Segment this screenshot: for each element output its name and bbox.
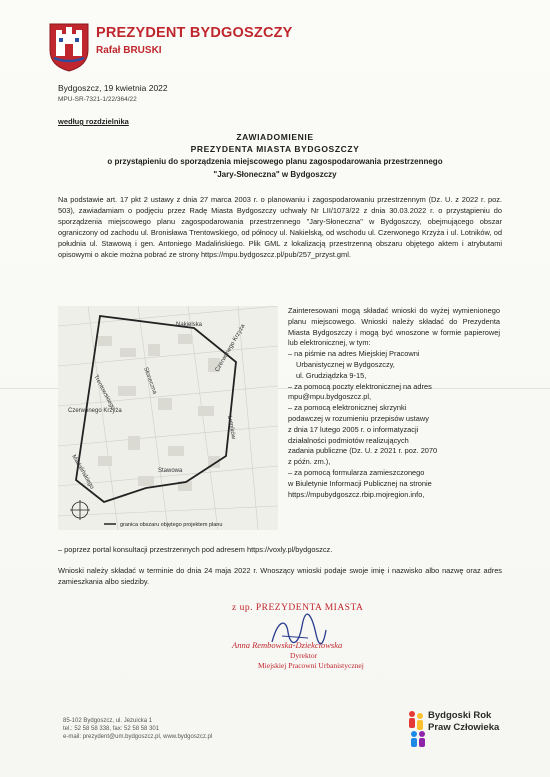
map-label-stawowa: Stawowa [158, 468, 183, 474]
map-legend-text: granica obszaru objętego projektem planu [120, 522, 223, 528]
signatory-name: Anna Rembowska-Dziekciowska [232, 640, 343, 650]
submission-item: z dnia 17 lutego 2005 r. o informatyzacji [288, 424, 419, 434]
footer-phone: tel.: 52 58 58 338, fax: 52 58 58 301 [63, 726, 160, 732]
badge-line-1: Bydgoski Rok [428, 710, 492, 721]
closing-paragraph: Wnioski należy składać w terminie do dnia 24 maja 2022 r. Wnoszący wnioski podaje swoje imię i nazwisko albo nazwę oraz adres zamieszkania albo siedziby. [58, 566, 502, 586]
portal-line: – poprzez portal konsultacji przestrzennych pod adresem https://voxly.pl/bydgoszcz. [58, 545, 333, 554]
notice-issuer: PREZYDENTA MIASTA BYDGOSZCZY [190, 144, 360, 154]
submission-item: ul. Grudziądzka 9-15, [296, 370, 367, 380]
distribution-note: według rozdzielnika [58, 117, 129, 126]
plan-area-map [58, 306, 278, 530]
submission-item: Urbanistycznej w Bydgoszczy, [296, 359, 395, 369]
submission-item: działalności podmiotów realizujących [288, 435, 409, 445]
signatory-department: Miejskiej Pracowni Urbanistycznej [258, 661, 364, 670]
notice-plan-name: "Jary-Słoneczna" w Bydgoszczy [213, 170, 337, 179]
submission-item: – na piśmie na adres Miejskiej Pracowni [288, 349, 420, 359]
map-label-nakielska: Nakielska [176, 322, 203, 328]
footer-contact [63, 717, 212, 741]
city-crest-icon [48, 20, 90, 72]
submission-item: mpu@mpu.bydgoszcz.pl, [288, 392, 372, 402]
submission-item: – za pomocą poczty elektronicznej na adres [288, 381, 432, 391]
submission-item: w Biuletynie Informacji Publicznej na stronie [288, 478, 432, 488]
footer-address: 85-102 Bydgoszcz, ul. Jezuicka 1 [63, 718, 153, 724]
submission-item: podawczej w rozumieniu przepisów ustawy [288, 413, 429, 423]
submission-intro: Zainteresowani mogą składać wnioski do wyżej wymienionego planu miejscowego. Wnioski należy składać do Prezydenta Miasta Bydgoszczy i mogą być wnoszone w formie papierowej lub elektronicznej, w tym: [288, 306, 500, 348]
map-label-czerwonego-krzyza-east: Czerwonego Krzyża [214, 323, 247, 373]
submission-info [288, 306, 500, 500]
footer-email: e-mail: prezydent@um.bydgoszcz.pl, www.bydgoszcz.pl [63, 734, 213, 740]
map-label-sloneczna: Słoneczna [142, 366, 158, 396]
map-label-trentowskiego: Trentowskiego [92, 374, 116, 412]
submission-item: https://mpubydgoszcz.rbip.mojregion.info, [288, 489, 425, 499]
body-paragraph: Na podstawie art. 17 pkt 2 ustawy z dnia 27 marca 2003 r. o planowaniu i zagospodarowaniu przestrzennym (Dz. U. z 2022 r. poz. 503), zawiadamiam o podjęciu przez Radę Miasta Bydgoszczy uchwały Nr LII/1073/22 z dnia 30.03.2022 r. o przystąpieniu do sporządzenia miejscowego planu zagospodarowania przestrzennego "Jary-Słoneczna" w Bydgoszczy, obejmującego obszar ograniczony od zachodu ul. Bronisława Trentowskiego, od północy ul. Nakielską, od wschodu ul. Czerwonego Krzyża i ul. Lotników, od południa ul. Stawową i gen. Antoniego Madalińskiego. Plik GML z lokalizacją przestrzenną obszaru objętego aktem i atrybutami opisowymi o akcie można pobrać ze strony https://mpu.bydgoszcz.pl/pub/257_przyst.gml. [58, 195, 502, 260]
notice-heading: ZAWIADOMIENIE [236, 132, 314, 142]
map-label-lotnikow: Lotników [226, 415, 237, 440]
map-label-czerwonego-krzyza-west: Czerwonego Krzyża [68, 408, 122, 414]
map-label-madalinskiego: Madalińskiego [70, 454, 95, 491]
submission-item: z późn. zm.), [288, 457, 331, 467]
document-date: Bydgoszcz, 19 kwietnia 2022 [58, 83, 168, 93]
submission-item: zadania publiczne (Dz. U. z 2021 r. poz. 2070 [288, 446, 438, 456]
submission-item: – za pomocą formularza zamieszczonego [288, 467, 425, 477]
issuer-name: Rafał BRUSKI [96, 45, 162, 56]
signatory-role: Dyrektor [290, 651, 318, 660]
submission-item: – za pomocą elektronicznej skrzynki [288, 403, 407, 413]
issuer-title: PREZYDENT BYDGOSZCZY [96, 25, 293, 41]
signature-authority: z up. PREZYDENTA MIASTA [232, 603, 364, 613]
notice-subject: o przystąpieniu do sporządzenia miejscowego planu zagospodarowania przestrzennego [107, 157, 443, 166]
reference-number: MPU-SR-7321-1/22/364/22 [58, 96, 137, 103]
badge-line-2: Praw Człowieka [428, 722, 500, 733]
